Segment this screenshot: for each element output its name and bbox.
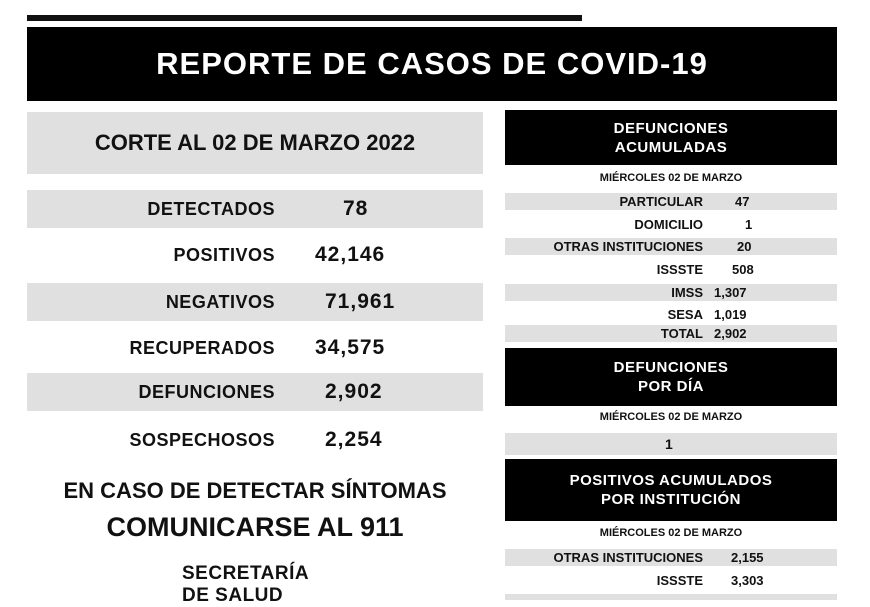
page-title: REPORTE DE CASOS DE COVID-19 [27, 27, 837, 101]
stat-value: 71,961 [325, 290, 396, 313]
row-value: 1 [745, 217, 753, 232]
section-date: MIÉRCOLES 02 DE MARZO [599, 527, 743, 539]
row-label: IMSS [671, 285, 703, 300]
row-label: ISSSTE [656, 262, 703, 277]
stat-row-positivos [27, 236, 483, 274]
stat-label: NEGATIVOS [165, 292, 275, 312]
header-line-1: DEFUNCIONES [613, 119, 729, 137]
stat-row-negativos [27, 283, 483, 321]
stat-row-recuperados [27, 329, 483, 367]
accumulated-deaths-header [505, 110, 837, 165]
issuer-name [182, 563, 309, 607]
table-row [505, 238, 837, 255]
row-value: 47 [735, 194, 750, 209]
table-row [505, 261, 837, 278]
row-label: DOMICILIO [634, 217, 703, 232]
report-date-banner: CORTE AL 02 DE MARZO 2022 [27, 112, 483, 174]
row-label: TOTAL [660, 326, 703, 341]
header-line-2: POR DÍA [637, 378, 704, 395]
stat-label: SOSPECHOSOS [129, 430, 275, 450]
row-label: ISSSTE [656, 573, 703, 588]
stat-row-defunciones [27, 373, 483, 411]
header-line-2: ACUMULADAS [614, 138, 728, 156]
row-value: 508 [732, 262, 754, 277]
daily-deaths-value: 1 [665, 436, 673, 452]
issuer-line-2: DE SALUD [182, 585, 284, 606]
table-row [505, 284, 837, 301]
stat-value: 2,254 [325, 428, 383, 451]
row-label: OTRAS INSTITUCIONES [553, 550, 703, 565]
stat-label: DETECTADOS [147, 199, 275, 219]
header-line-1: DEFUNCIONES [613, 359, 729, 376]
row-value: 2,155 [731, 550, 764, 565]
stat-value: 78 [343, 197, 369, 220]
stat-row-detectados [27, 190, 483, 228]
stat-label: DEFUNCIONES [138, 382, 275, 402]
stat-row-sospechosos [27, 421, 483, 459]
table-row [505, 572, 837, 589]
table-row-total [505, 325, 837, 342]
row-value: 3,303 [731, 573, 764, 588]
stat-value: 34,575 [315, 336, 386, 359]
positives-by-institution-header [505, 459, 837, 521]
table-row [505, 306, 837, 323]
stat-label: RECUPERADOS [129, 338, 275, 358]
issuer-line-1: SECRETARÍA [182, 563, 310, 584]
row-label: SESA [667, 307, 703, 322]
stat-value: 2,902 [325, 380, 383, 403]
row-value: 1,019 [714, 307, 747, 322]
stat-label: POSITIVOS [173, 245, 275, 265]
top-decorative-bar [27, 15, 582, 21]
section-date: MIÉRCOLES 02 DE MARZO [599, 172, 743, 184]
header-line-2: POR INSTITUCIÓN [600, 491, 741, 508]
table-row [505, 549, 837, 566]
symptoms-notice: EN CASO DE DETECTAR SÍNTOMAS [63, 478, 447, 503]
row-label: PARTICULAR [619, 194, 703, 209]
daily-deaths-row [505, 433, 837, 455]
header-line-1: POSITIVOS ACUMULADOS [569, 472, 773, 489]
row-label: OTRAS INSTITUCIONES [553, 239, 703, 254]
row-value: 2,902 [714, 326, 747, 341]
table-row-partial [505, 594, 837, 600]
daily-deaths-header [505, 348, 837, 406]
section-date: MIÉRCOLES 02 DE MARZO [599, 411, 743, 423]
stat-value: 42,146 [315, 243, 386, 266]
row-value: 1,307 [714, 285, 747, 300]
table-row [505, 193, 837, 210]
row-value: 20 [737, 239, 752, 254]
table-row [505, 216, 837, 233]
emergency-call-notice: COMUNICARSE AL 911 [106, 512, 404, 542]
